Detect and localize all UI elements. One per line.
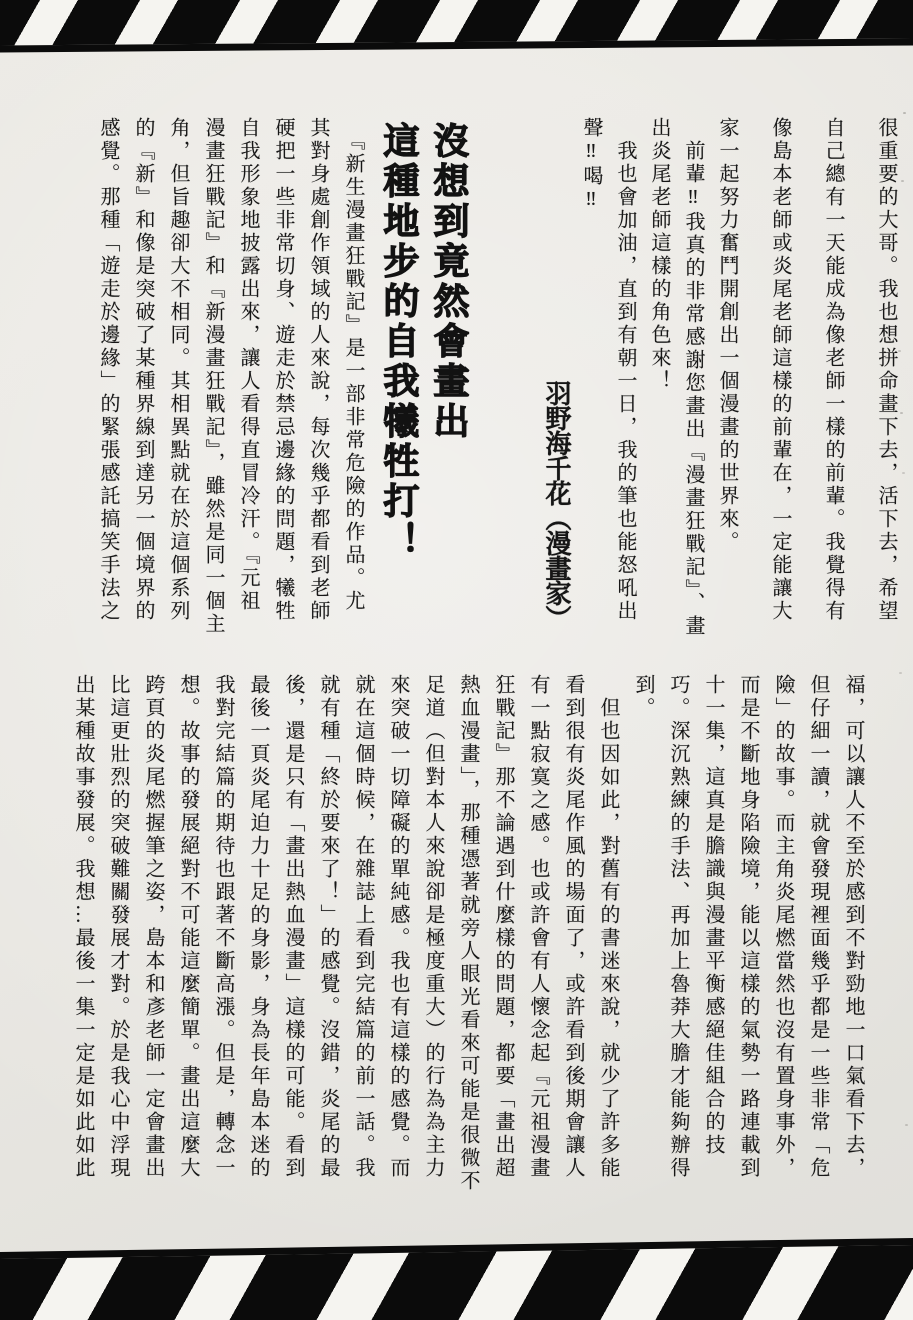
author-attribution: 羽野海千花（漫畫家） bbox=[542, 380, 571, 630]
text-column: 比這更壯烈的突破難關發展才對。於是我心中浮現 bbox=[107, 674, 129, 1180]
text-column: 而是不斷地身陷險境，能以這樣的氣勢一路連載到 bbox=[737, 674, 759, 1180]
text-column: 巧。深沉熟練的手法、再加上魯莽大膽才能夠辦得 bbox=[667, 674, 689, 1180]
text-column: 出炎尾老師這樣的角色來！ bbox=[648, 117, 670, 393]
text-column: 家一起努力奮鬥開創出一個漫畫的世界來。 bbox=[716, 117, 738, 554]
text-column: 狂戰記』那不論遇到什麼樣的問題，都要「畫出超 bbox=[492, 674, 514, 1180]
hazard-stripes-bottom bbox=[0, 1238, 913, 1320]
headline-column: 沒想到竟然會畫出 bbox=[429, 122, 470, 442]
text-column: 我也會加油，直到有朝一日，我的筆也能怒吼出 bbox=[614, 117, 636, 623]
headline bbox=[367, 122, 470, 562]
text-column: 看到很有炎尾作風的場面了，或許看到後期會讓人 bbox=[562, 674, 584, 1180]
review-intro-section bbox=[83, 117, 363, 636]
text-column: 後，還是只有「畫出熱血漫畫」這樣的可能。看到 bbox=[282, 674, 304, 1180]
text-column: 十一集，這真是膽識與漫畫平衡感絕佳組合的技 bbox=[702, 674, 724, 1157]
text-column: 自我形象地披露出來，讓人看得直冒冷汗。『元祖 bbox=[237, 117, 259, 613]
text-column: 跨頁的炎尾燃握筆之姿，島本和彥老師一定會畫出 bbox=[142, 674, 164, 1180]
text-column: 到。 bbox=[632, 674, 654, 720]
text-column: 其對身處創作領域的人來說，每次幾乎都看到老師 bbox=[307, 117, 329, 623]
text-column: 角，但旨趣卻大不相同。其相異點就在於這個系列 bbox=[167, 117, 189, 623]
text-column: 硬把一些非常切身、遊走於禁忌邊緣的問題，犧牲 bbox=[272, 117, 294, 623]
hazard-stripes-top bbox=[0, 0, 913, 52]
text-column: 就有種「終於要來了！」的感覺。沒錯，炎尾的最 bbox=[317, 674, 339, 1180]
text-column: 很重要的大哥。我也想拼命畫下去，活下去，希望 bbox=[875, 117, 897, 623]
paragraph bbox=[73, 674, 618, 1193]
text-column: 就在這個時候，在雜誌上看到完結篇的前一話。我 bbox=[352, 674, 374, 1180]
text-column: 的『新』和像是突破了某種界線到達另一個境界的 bbox=[132, 117, 154, 623]
text-column: 感覺。那種「遊走於邊緣」的緊張感託搞笑手法之 bbox=[97, 117, 119, 623]
text-column: 想。故事的發展絕對不可能這麼簡單。畫出這麼大 bbox=[177, 674, 199, 1180]
text-column: 足道（但對本人來說卻是極度重大）的行為為主力 bbox=[422, 674, 444, 1180]
text-column: 福，可以讓人不至於感到不對勁地一口氣看下去， bbox=[842, 674, 864, 1180]
text-column: 但仔細一讀，就會發現裡面幾乎都是一些非常「危 bbox=[807, 674, 829, 1180]
fan-letter-section bbox=[567, 117, 896, 638]
text-column: 我對完結篇的期待也跟著不斷高漲。但是，轉念一 bbox=[212, 674, 234, 1180]
text-column: 但也因如此，對舊有的書迷來說，就少了許多能 bbox=[597, 674, 619, 1180]
headline-column: 這種地步的自我犧牲打！ bbox=[379, 122, 420, 562]
text-column: 熱血漫畫」，那種憑著就旁人眼光看來可能是很微不 bbox=[457, 674, 479, 1193]
paragraph bbox=[633, 674, 863, 1193]
text-column: 險」的故事。而主角炎尾燃當然也沒有置身事外， bbox=[772, 674, 794, 1180]
paragraph bbox=[717, 117, 896, 638]
text-column: 自己總有一天能成為像老師一樣的前輩。我覺得有 bbox=[822, 117, 844, 623]
text-column: 聲‼喝‼ bbox=[580, 117, 602, 213]
review-body-section bbox=[58, 674, 863, 1193]
text-column: 漫畫狂戰記』和『新漫畫狂戰記』，雖然是同一個主 bbox=[202, 117, 224, 636]
text-column: 『新生漫畫狂戰記』是一部非常危險的作品。尤 bbox=[342, 117, 364, 613]
paragraph bbox=[581, 117, 635, 638]
paragraph bbox=[649, 117, 703, 638]
scan-speck bbox=[903, 112, 906, 114]
text-column: 來突破一切障礙的單純感。我也有這樣的感覺。而 bbox=[387, 674, 409, 1180]
text-column: 最後一頁炎尾迫力十足的身影，身為長年島本迷的 bbox=[247, 674, 269, 1180]
paragraph bbox=[98, 117, 363, 636]
text-column: 有一點寂寞之感。也或許會有人懷念起『元祖漫畫 bbox=[527, 674, 549, 1180]
text-column: 像島本老師或炎尾老師這樣的前輩在，一定能讓大 bbox=[769, 117, 791, 623]
text-column: 前輩‼我真的非常感謝您畫出『漫畫狂戰記』、畫 bbox=[682, 117, 704, 638]
text-column: 出某種故事發展。我想…最後一集一定是如此如此 bbox=[72, 674, 94, 1180]
